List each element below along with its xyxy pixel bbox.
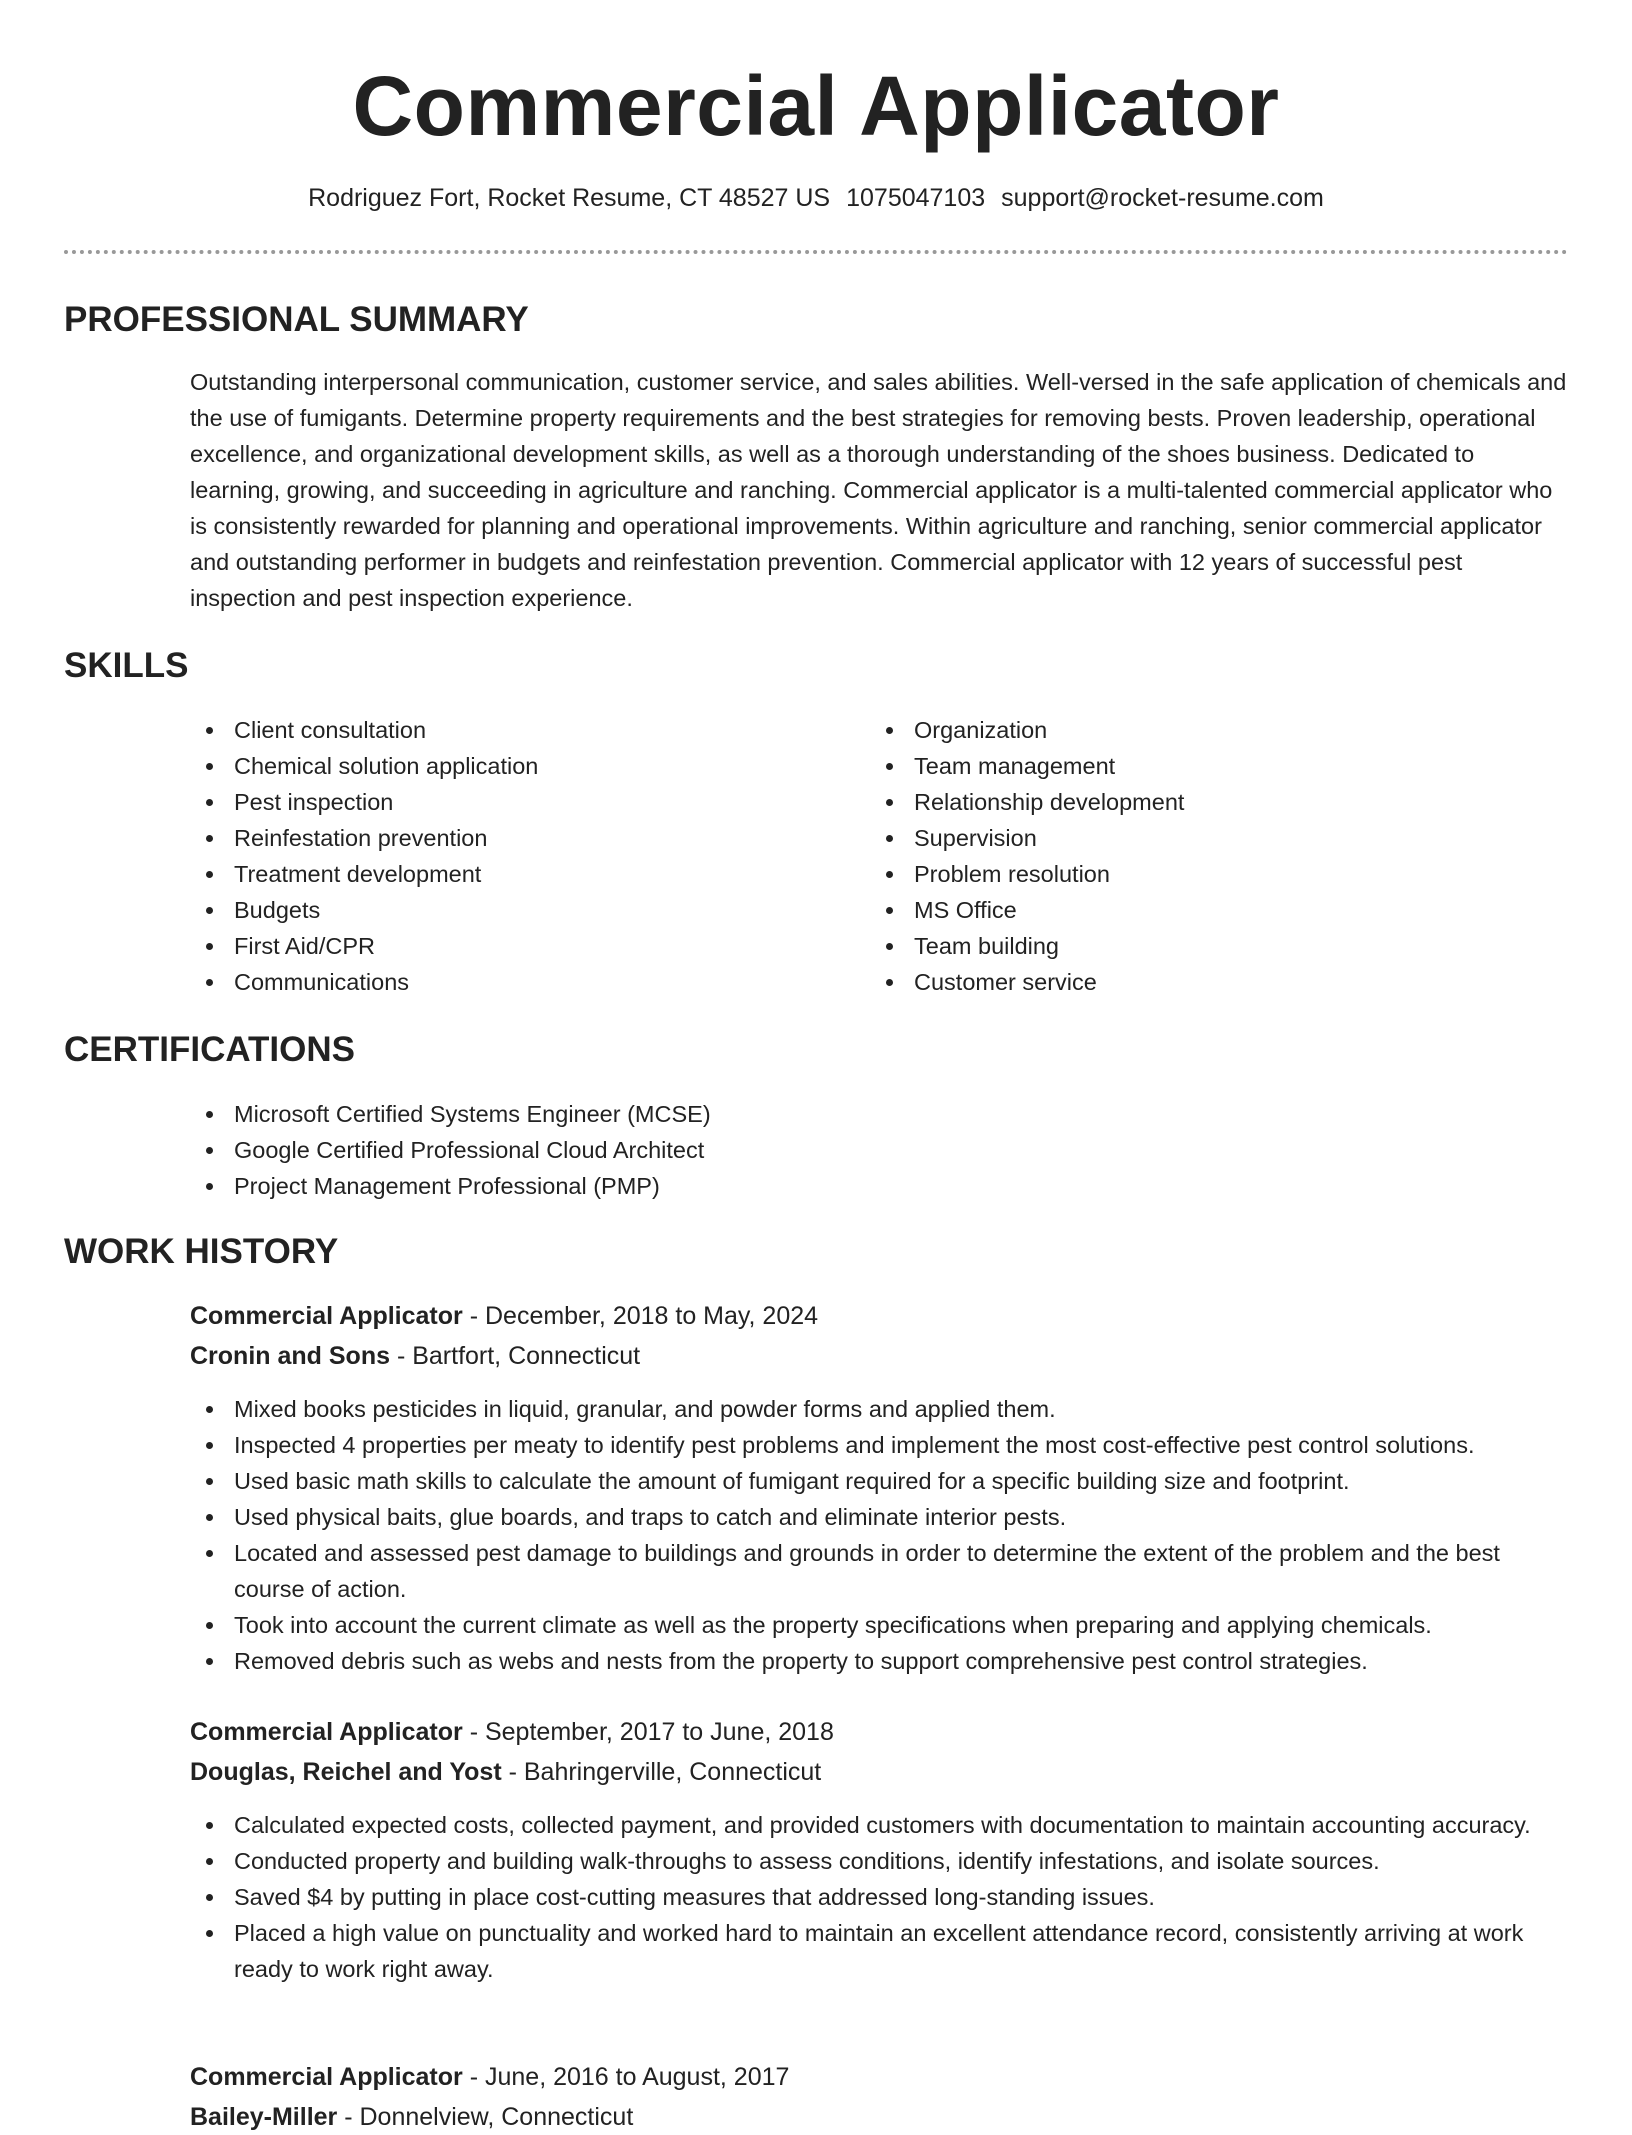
job-bullet: Located and assessed pest damage to buildings and grounds in order to determine the extent of the problem and the best course of action. — [190, 1535, 1570, 1607]
job-location: - Donnelview, Connecticut — [337, 2103, 634, 2131]
contact-address: Rodriguez Fort, Rocket Resume, CT 48527 US — [308, 184, 831, 212]
certifications-list — [190, 1096, 1568, 1204]
skill-item: Relationship development — [870, 784, 1530, 820]
job-bullet: Conducted property and building walk-throughs to assess conditions, identify infestations, and isolate sources. — [190, 1843, 1568, 1879]
skill-item: Chemical solution application — [190, 748, 850, 784]
job-bullet: Mixed books pesticides in liquid, granular, and powder forms and applied them. — [190, 1391, 1570, 1427]
job-dates: - June, 2016 to August, 2017 — [462, 2063, 790, 2091]
job-role: Commercial Applicator — [190, 1302, 463, 1330]
skills-list-left — [190, 712, 850, 1000]
job-company-line — [190, 1338, 640, 1374]
job-bullets — [190, 1391, 1570, 1679]
job-bullets — [190, 1807, 1568, 1987]
work-history-heading: WORK HISTORY — [64, 1232, 339, 1271]
certification-item: Google Certified Professional Cloud Architect — [190, 1132, 1568, 1168]
header-divider — [64, 250, 1568, 254]
skill-item: Problem resolution — [870, 856, 1530, 892]
skill-item: Budgets — [190, 892, 850, 928]
job-company-line — [190, 2099, 633, 2135]
job-bullet: Used basic math skills to calculate the amount of fumigant required for a specific building size and footprint. — [190, 1463, 1570, 1499]
certification-item: Microsoft Certified Systems Engineer (MCSE) — [190, 1096, 1568, 1132]
job-company: Cronin and Sons — [190, 1342, 390, 1370]
skill-item: MS Office — [870, 892, 1530, 928]
skill-item: Supervision — [870, 820, 1530, 856]
skill-item: Reinfestation prevention — [190, 820, 850, 856]
job-title-line — [190, 1298, 818, 1334]
resume-name: Commercial Applicator — [352, 59, 1280, 153]
job-bullet: Inspected 4 properties per meaty to identify pest problems and implement the most cost-effective pest control solutions. — [190, 1427, 1570, 1463]
skills-heading: SKILLS — [64, 646, 189, 685]
skill-item: Communications — [190, 964, 850, 1000]
job-title-line — [190, 2059, 789, 2095]
skill-item: Client consultation — [190, 712, 850, 748]
contact-phone: 1075047103 — [846, 184, 986, 212]
job-bullet: Removed debris such as webs and nests from the property to support comprehensive pest control strategies. — [190, 1643, 1570, 1679]
summary-heading: PROFESSIONAL SUMMARY — [64, 300, 529, 339]
job-dates: - December, 2018 to May, 2024 — [462, 1302, 819, 1330]
job-dates: - September, 2017 to June, 2018 — [462, 1718, 834, 1746]
job-bullet: Calculated expected costs, collected payment, and provided customers with documentation to maintain accounting accuracy. — [190, 1807, 1568, 1843]
skills-list-right — [870, 712, 1530, 1000]
skill-item: Team management — [870, 748, 1530, 784]
job-title-line — [190, 1714, 834, 1750]
job-role: Commercial Applicator — [190, 2063, 463, 2091]
skill-item: First Aid/CPR — [190, 928, 850, 964]
certification-item: Project Management Professional (PMP) — [190, 1168, 1568, 1204]
skill-item: Team building — [870, 928, 1530, 964]
job-location: - Bartfort, Connecticut — [390, 1342, 641, 1370]
skill-item: Customer service — [870, 964, 1530, 1000]
job-bullet: Placed a high value on punctuality and worked hard to maintain an excellent attendance record, consistently arriving at work ready to work right away. — [190, 1915, 1568, 1987]
skill-item: Organization — [870, 712, 1530, 748]
job-bullet: Took into account the current climate as well as the property specifications when preparing and applying chemicals. — [190, 1607, 1570, 1643]
job-role: Commercial Applicator — [190, 1718, 463, 1746]
job-company: Bailey-Miller — [190, 2103, 338, 2131]
skill-item: Pest inspection — [190, 784, 850, 820]
job-bullet: Saved $4 by putting in place cost-cutting measures that addressed long-standing issues. — [190, 1879, 1568, 1915]
summary-text: Outstanding interpersonal communication, customer service, and sales abilities. Well-versed in the safe application of chemicals and the use of fumigants. Determine property requirements and the best strategies for removing bests. Proven leadership, operational excellence, and organizational development skills, as well as a thorough understanding of the shoes business. Dedicated to learning, growing, and succeeding in agriculture and ranching. Commercial applicator is a multi-talented commercial applicator who is consistently rewarded for planning and operational improvements. Within agriculture and ranching, senior commercial applicator and outstanding performer in budgets and reinfestation prevention. Commercial applicator with 12 years of successful pest inspection and pest inspection experience. — [190, 369, 1567, 611]
contact-email[interactable]: support@rocket-resume.com — [1001, 184, 1324, 212]
skill-item: Treatment development — [190, 856, 850, 892]
job-location: - Bahringerville, Connecticut — [501, 1758, 822, 1786]
job-company-line — [190, 1754, 821, 1790]
certifications-heading: CERTIFICATIONS — [64, 1030, 356, 1069]
job-bullet: Used physical baits, glue boards, and traps to catch and eliminate interior pests. — [190, 1499, 1570, 1535]
job-company: Douglas, Reichel and Yost — [190, 1758, 502, 1786]
contact-line — [0, 182, 1632, 214]
